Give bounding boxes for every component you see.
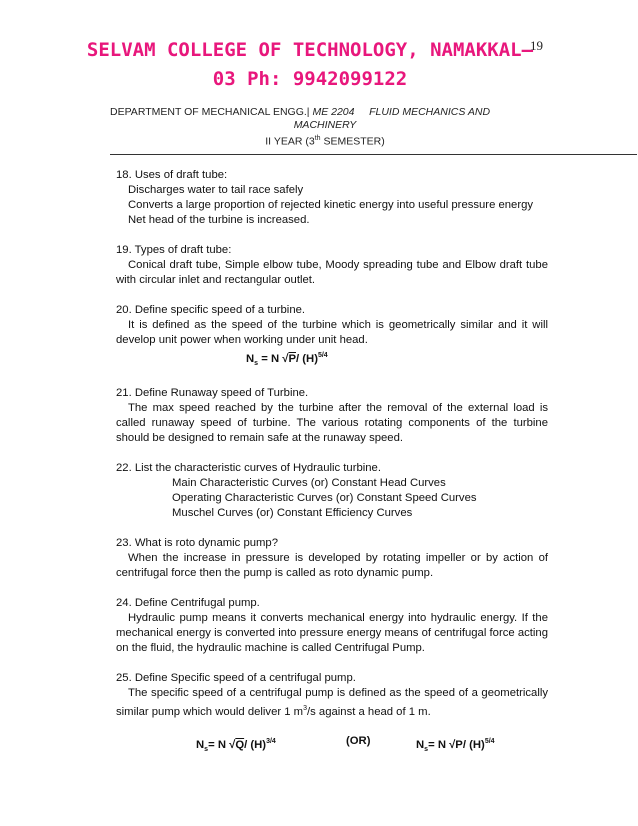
pump-specific-speed-formulas: [116, 734, 548, 757]
page-number: 19: [530, 38, 543, 53]
department-header: [100, 106, 550, 149]
semester-line: II YEAR (3th SEMESTER): [265, 135, 385, 148]
question-20: [116, 303, 548, 371]
course-title: FLUID MECHANICS AND: [369, 106, 491, 118]
question-title: 19. Types of draft tube:: [116, 244, 232, 256]
answer-text: The specific speed of a centrifugal pump is defined as the speed of a geometrically similar pump which would deliver 1 $m^3/s$ against a head of 1 m.: [116, 687, 548, 718]
answer-text: Conical draft tube, Simple elbow tube, Moody spreading tube and Elbow draft tube with circular inlet and rectangular outlet.: [116, 259, 548, 286]
answer-line: Net head of the turbine is increased.: [128, 214, 310, 226]
answer-text: When the increase in pressure is developed by rotating impeller or by action of centrifugal force then the pump is called as roto dynamic pump.: [116, 552, 548, 580]
answer-line: Main Characteristic Curves (or) Constant Head Curves: [172, 477, 446, 490]
college-name-line1: SELVAM COLLEGE OF TECHNOLOGY, NAMAKKAL–: [86, 39, 534, 61]
answer-text: The max speed reached by the turbine after the removal of the external load is called runaway speed of turbine. The various rotating components of the turbine should be designed to remain safe at the runaway speed.: [116, 402, 548, 445]
answer-line: Converts a large proportion of rejected kinetic energy into useful pressure energy: [128, 199, 534, 211]
question-title: 22. List the characteristic curves of Hydraulic turbine.: [116, 462, 381, 475]
question-22: [116, 461, 548, 521]
formula-power: $N_s= N$ √P/ $(H)^{5/4}$: [416, 737, 495, 753]
specific-speed-formula: $N_s = N$ √P/ $(H)^{5/4}$: [246, 352, 328, 368]
header-divider: [110, 154, 637, 155]
department-line2: MACHINERY: [293, 119, 357, 131]
question-24: [116, 596, 548, 656]
or-label: (OR): [346, 734, 371, 747]
question-title: 25. Define Specific speed of a centrifugal pump.: [116, 672, 356, 685]
question-19: [116, 243, 548, 288]
question-title: 24. Define Centrifugal pump.: [116, 597, 260, 610]
answer-line: Muschel Curves (or) Constant Efficiency Curves: [172, 507, 413, 520]
question-23: [116, 536, 548, 581]
department-line1: DEPARTMENT OF MECHANICAL ENGG.| ME 2204 FLUID MECHANICS AND: [110, 106, 491, 118]
question-title: 23. What is roto dynamic pump?: [116, 537, 278, 550]
answer-line: Discharges water to tail race safely: [128, 184, 304, 196]
answer-text: It is defined as the speed of the turbine which is geometrically similar and it will develop unit power when working under unit head.: [116, 319, 548, 346]
question-18: [116, 168, 548, 228]
course-code: ME 2204: [312, 106, 355, 118]
question-title: 20. Define specific speed of a turbine.: [116, 304, 306, 316]
formula-flow: $N_s= N$ √Q/ $(H)^{3/4}$: [196, 737, 276, 753]
question-25: [116, 671, 548, 757]
question-21: [116, 386, 548, 446]
college-header: [60, 36, 560, 94]
question-title: 18. Uses of draft tube:: [116, 169, 228, 181]
answer-text: Hydraulic pump means it converts mechanical energy into hydraulic energy. If the mechanical energy is converted into pressure energy means of centrifugal force acting on the fluid, the hydraulic machine is called Centrifugal Pump.: [116, 612, 548, 655]
answer-line: Operating Characteristic Curves (or) Constant Speed Curves: [172, 492, 477, 505]
college-phone-line: 03 Ph: 9942099122: [212, 68, 408, 90]
document-body: [116, 168, 548, 772]
question-title: 21. Define Runaway speed of Turbine.: [116, 387, 309, 400]
